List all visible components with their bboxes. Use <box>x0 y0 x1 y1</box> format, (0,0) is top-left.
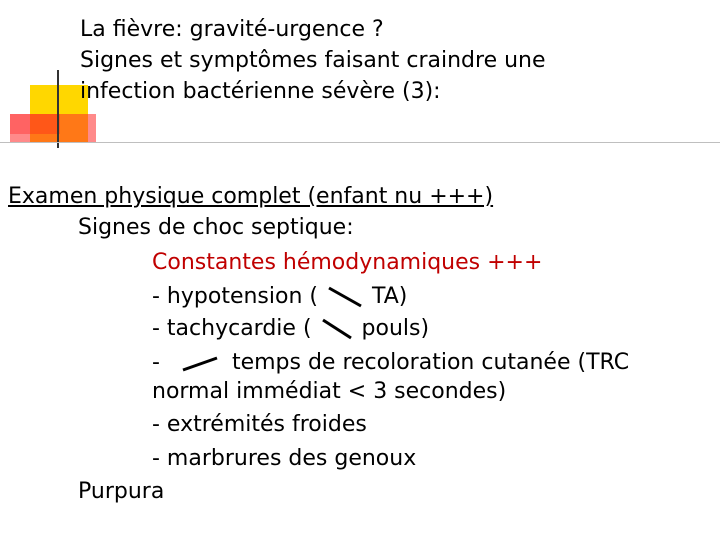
hypotension-item <box>152 281 407 312</box>
decor-red-bar-light <box>10 114 60 134</box>
arrow-down-icon <box>319 316 355 342</box>
arrow-up-icon <box>167 350 225 376</box>
purpura-heading: Purpura <box>78 479 165 504</box>
title-line-2: Signes et symptômes faisant craindre une <box>80 48 546 73</box>
hypotension-text: - hypotension ( <box>152 284 318 309</box>
decor-vertical-line <box>57 70 59 148</box>
arrow-down-icon <box>325 284 365 310</box>
hypotension-ta-text: TA) <box>371 284 408 309</box>
tachycardia-pouls-text: pouls) <box>361 316 430 341</box>
slide-title <box>80 14 546 107</box>
mottling-item: - marbrures des genoux <box>152 446 417 471</box>
title-line-1: La fièvre: gravité-urgence ? <box>80 17 384 42</box>
title-line-3: infection bactérienne sévère (3): <box>80 79 441 104</box>
trc-line-2: normal immédiat < 3 secondes) <box>152 379 507 404</box>
tachycardia-item <box>152 313 429 344</box>
tachycardia-text: - tachycardie ( <box>152 316 312 341</box>
constants-heading: Constantes hémodynamiques +++ <box>152 250 543 275</box>
trc-text: temps de recoloration cutanée (TRC <box>231 350 630 375</box>
shock-signs-heading: Signes de choc septique: <box>78 215 354 240</box>
title-divider <box>0 142 720 143</box>
cold-extremities-item: - extrémités froides <box>152 412 367 437</box>
trc-item <box>152 347 629 378</box>
trc-dash: - <box>152 350 160 375</box>
exam-heading: Examen physique complet (enfant nu +++) <box>8 184 494 209</box>
